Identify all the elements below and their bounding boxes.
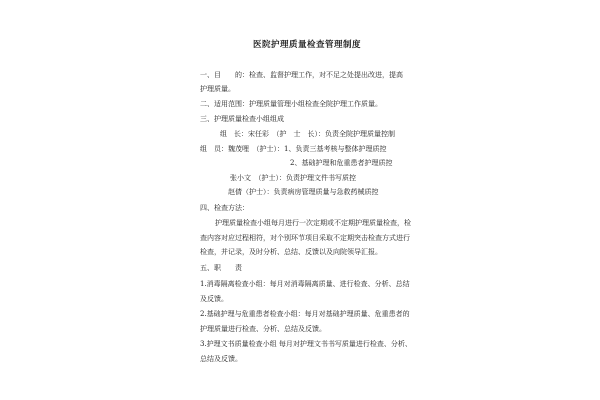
- team-member-1-duty-2: 2、基础护理和危重患者护理质控: [290, 159, 393, 167]
- section-method-line-2: 查内容对应过程相符，对个别环节项目采取不定期突击检查方式进行: [200, 234, 410, 242]
- duty-3-line-2: 总结及反馈。: [200, 355, 242, 363]
- section-method-heading: 四、检查方法：: [200, 204, 249, 212]
- section-purpose-line-2: 护理质量。: [200, 85, 235, 93]
- team-member-3: 赵倩（护士）：负责病房管理质量与急救药械质控: [228, 188, 379, 196]
- section-method-line-3: 检查，并记录，及时分析、总结、反馈以及向院领导汇报。: [200, 248, 382, 256]
- duty-2-line-2: 护理质量进行检查、分析、总结及反馈。: [200, 325, 326, 333]
- duty-2-line-1: 2.基础护理与危重患者检查小组：每月对基础护理质量、危重患者的: [200, 310, 410, 318]
- team-leader: 组 长：宋任彩 （护 士 长）：负责全院护理质量控制: [220, 130, 395, 138]
- duty-1-line-2: 及反馈。: [200, 295, 228, 303]
- section-team-heading: 三、护理质量检查小组组成: [200, 115, 284, 123]
- section-method-line-1: 护理质量检查小组每月进行一次定期或不定期护理质量检查，检: [215, 219, 411, 227]
- duty-1-line-1: 1.消毒隔离检查小组：每月对消毒隔离质量、进行检查、分析、总结: [200, 280, 410, 288]
- team-member-2: 张小文 （护士）：负责护理文件书写质控: [230, 174, 356, 182]
- team-member-1: 组 员：魏茂哩 （护士）：1、负责三基考核与整体护理质控: [200, 145, 387, 153]
- document-title: 医院护理质量检查管理制度: [253, 40, 362, 50]
- section-duties-heading: 五、职 责: [200, 264, 242, 272]
- section-scope: 二、适用范围：护理质量管理小组检查全院护理工作质量。: [200, 100, 382, 108]
- duty-3-line-1: 3.护理文书质量检查小组 每月对护理文书书写质量进行检查、分析、: [200, 340, 412, 348]
- section-purpose-line-1: 一、目 的：检查、监督护理工作，对不足之处提出改进，提高: [200, 71, 403, 79]
